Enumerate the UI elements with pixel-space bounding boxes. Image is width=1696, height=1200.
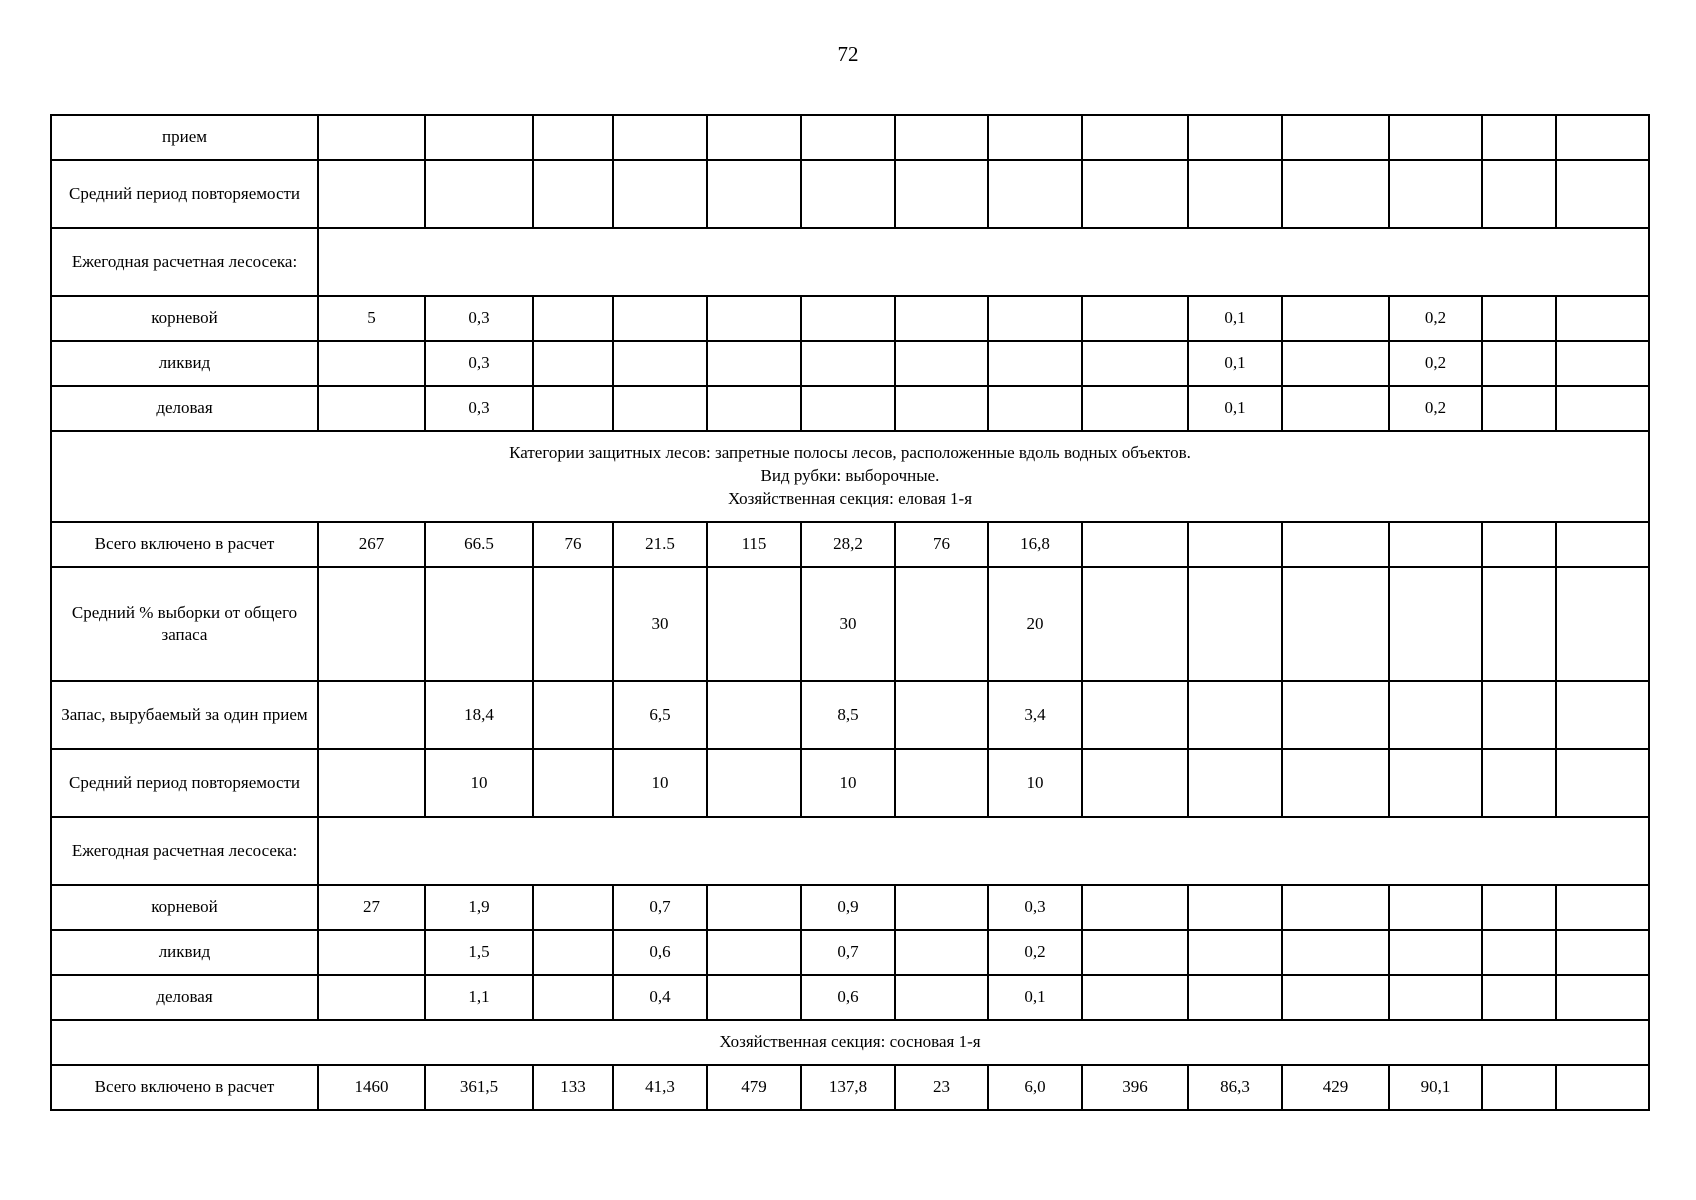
- table-row: [51, 930, 1649, 975]
- data-cell: [1282, 567, 1389, 681]
- data-cell: [613, 386, 707, 431]
- table-row: [51, 296, 1649, 341]
- data-cell: [1082, 930, 1188, 975]
- data-cell: [707, 296, 801, 341]
- data-cell: [1082, 885, 1188, 930]
- section-header-row: [51, 431, 1649, 522]
- data-cell: 0,9: [801, 885, 895, 930]
- data-cell: [895, 567, 988, 681]
- table-row: [51, 115, 1649, 160]
- data-cell: [1482, 975, 1556, 1020]
- table-row: [51, 567, 1649, 681]
- data-cell: [1389, 885, 1482, 930]
- data-cell: 5: [318, 296, 425, 341]
- subheader-row: [51, 817, 1649, 885]
- data-cell: [318, 567, 425, 681]
- data-cell: [1188, 522, 1282, 567]
- data-cell: [1482, 885, 1556, 930]
- row-label-cell: Запас, вырубаемый за один прием: [51, 681, 318, 749]
- data-cell: 0,1: [988, 975, 1082, 1020]
- table-row: [51, 681, 1649, 749]
- row-label-cell: ликвид: [51, 930, 318, 975]
- data-cell: [1188, 975, 1282, 1020]
- data-cell: [533, 885, 613, 930]
- data-cell: [1482, 296, 1556, 341]
- data-cell: [707, 681, 801, 749]
- data-cell: 10: [425, 749, 533, 817]
- data-cell: [895, 341, 988, 386]
- data-cell: [613, 160, 707, 228]
- data-cell: [707, 160, 801, 228]
- data-cell: [613, 341, 707, 386]
- row-label-cell: Средний период повторяемости: [51, 160, 318, 228]
- data-cell: [318, 160, 425, 228]
- table-row: [51, 522, 1649, 567]
- data-cell: [1188, 567, 1282, 681]
- row-label-cell: корневой: [51, 296, 318, 341]
- data-cell: [1556, 160, 1649, 228]
- table-row: [51, 1065, 1649, 1110]
- data-cell: [1482, 522, 1556, 567]
- data-cell: 10: [613, 749, 707, 817]
- data-cell: 20: [988, 567, 1082, 681]
- data-cell: 8,5: [801, 681, 895, 749]
- data-cell: [1082, 115, 1188, 160]
- subheader-row: [51, 228, 1649, 296]
- data-cell: 0,6: [801, 975, 895, 1020]
- data-cell: [1389, 975, 1482, 1020]
- data-cell: 1,1: [425, 975, 533, 1020]
- data-cell: 6,0: [988, 1065, 1082, 1110]
- data-cell: [1188, 115, 1282, 160]
- data-cell: [425, 160, 533, 228]
- table-row: [51, 386, 1649, 431]
- row-label-cell: Ежегодная расчетная лесосека:: [51, 817, 318, 885]
- section-title-line: Хозяйственная секция: еловая 1-я: [727, 488, 973, 508]
- table-row: [51, 160, 1649, 228]
- data-cell: [707, 930, 801, 975]
- data-cell: 361,5: [425, 1065, 533, 1110]
- data-cell: 0,2: [1389, 386, 1482, 431]
- data-cell: [1482, 681, 1556, 749]
- data-cell: [1282, 975, 1389, 1020]
- data-cell: [613, 115, 707, 160]
- data-cell: 10: [801, 749, 895, 817]
- page-number: 72: [837, 42, 859, 66]
- data-cell: [707, 885, 801, 930]
- data-cell: [533, 749, 613, 817]
- data-cell: [1188, 885, 1282, 930]
- data-cell: 0,1: [1188, 341, 1282, 386]
- data-cell: 86,3: [1188, 1065, 1282, 1110]
- data-cell: [425, 115, 533, 160]
- row-label-cell: корневой: [51, 885, 318, 930]
- section-title-line: Категории защитных лесов: запретные полосы лесов, расположенные вдоль водных объектов.: [509, 443, 1191, 463]
- data-cell: [533, 386, 613, 431]
- data-cell: [988, 386, 1082, 431]
- data-cell: [1482, 1065, 1556, 1110]
- data-cell: [801, 115, 895, 160]
- data-cell: [1282, 749, 1389, 817]
- data-cell: [1556, 386, 1649, 431]
- data-cell: 0,4: [613, 975, 707, 1020]
- data-cell: [1482, 160, 1556, 228]
- data-cell: 28,2: [801, 522, 895, 567]
- data-cell: 21.5: [613, 522, 707, 567]
- section-title-line: Вид рубки: выборочные.: [760, 466, 940, 486]
- data-cell: [1082, 522, 1188, 567]
- data-cell: 0,3: [425, 296, 533, 341]
- data-cell: 0,3: [425, 341, 533, 386]
- data-cell: [1082, 296, 1188, 341]
- table-row: [51, 975, 1649, 1020]
- data-cell: [895, 160, 988, 228]
- section-title-line: Хозяйственная секция: сосновая 1-я: [719, 1032, 981, 1052]
- data-cell: 0,2: [988, 930, 1082, 975]
- data-cell: [895, 296, 988, 341]
- data-cell: 0,3: [988, 885, 1082, 930]
- data-cell: [707, 341, 801, 386]
- data-cell: 0,2: [1389, 296, 1482, 341]
- data-cell: [1482, 386, 1556, 431]
- data-cell: [988, 341, 1082, 386]
- data-cell: [318, 681, 425, 749]
- data-cell: 1,5: [425, 930, 533, 975]
- row-label-cell: ликвид: [51, 341, 318, 386]
- data-cell: 0,7: [801, 930, 895, 975]
- data-cell: [1389, 115, 1482, 160]
- data-cell: [1282, 341, 1389, 386]
- data-cell: [895, 885, 988, 930]
- data-cell: 6,5: [613, 681, 707, 749]
- data-cell: [1556, 749, 1649, 817]
- data-cell: 137,8: [801, 1065, 895, 1110]
- data-cell: [1188, 681, 1282, 749]
- data-cell: [707, 749, 801, 817]
- data-cell: 18,4: [425, 681, 533, 749]
- table-row: [51, 885, 1649, 930]
- data-cell: [1389, 522, 1482, 567]
- data-cell: [318, 386, 425, 431]
- data-cell: 0,3: [425, 386, 533, 431]
- data-cell: 396: [1082, 1065, 1188, 1110]
- data-cell: [1082, 341, 1188, 386]
- data-cell: [1282, 296, 1389, 341]
- data-cell: [895, 930, 988, 975]
- data-cell: [1282, 522, 1389, 567]
- data-cell: 27: [318, 885, 425, 930]
- data-cell: [895, 115, 988, 160]
- data-cell: [318, 975, 425, 1020]
- data-cell: [1082, 749, 1188, 817]
- forest-allowable-cut-table: [50, 114, 1650, 1111]
- data-cell: [801, 386, 895, 431]
- data-cell: [707, 567, 801, 681]
- table-row: [51, 749, 1649, 817]
- data-cell: [1482, 341, 1556, 386]
- data-cell: [1082, 681, 1188, 749]
- data-cell: [1482, 930, 1556, 975]
- row-label-cell: Ежегодная расчетная лесосека:: [51, 228, 318, 296]
- data-cell: [1389, 930, 1482, 975]
- data-cell: 41,3: [613, 1065, 707, 1110]
- data-cell: [533, 681, 613, 749]
- data-cell: 0,2: [1389, 341, 1482, 386]
- data-cell: 76: [533, 522, 613, 567]
- data-cell: [533, 160, 613, 228]
- data-cell: [1282, 386, 1389, 431]
- data-cell: [895, 975, 988, 1020]
- data-cell: [1482, 749, 1556, 817]
- data-cell: [533, 567, 613, 681]
- data-cell: 115: [707, 522, 801, 567]
- data-cell: [1389, 160, 1482, 228]
- data-cell: 429: [1282, 1065, 1389, 1110]
- empty-merged-cell: [318, 817, 1649, 885]
- data-cell: [1188, 930, 1282, 975]
- data-cell: [1556, 1065, 1649, 1110]
- data-cell: 267: [318, 522, 425, 567]
- data-cell: 10: [988, 749, 1082, 817]
- data-cell: [318, 749, 425, 817]
- data-cell: [1556, 341, 1649, 386]
- data-cell: [801, 341, 895, 386]
- data-cell: [1082, 386, 1188, 431]
- data-cell: [1082, 160, 1188, 228]
- row-label-cell: Средний период повторяемости: [51, 749, 318, 817]
- data-cell: [801, 160, 895, 228]
- data-cell: [895, 681, 988, 749]
- data-cell: [1556, 115, 1649, 160]
- data-cell: [895, 386, 988, 431]
- data-cell: [707, 115, 801, 160]
- row-label-cell: Средний % выборки от общего запаса: [51, 567, 318, 681]
- data-cell: 23: [895, 1065, 988, 1110]
- data-cell: 30: [801, 567, 895, 681]
- data-cell: [707, 975, 801, 1020]
- data-cell: [1556, 681, 1649, 749]
- data-cell: [1482, 567, 1556, 681]
- data-cell: [613, 296, 707, 341]
- data-cell: [988, 115, 1082, 160]
- data-cell: 3,4: [988, 681, 1082, 749]
- data-cell: [318, 341, 425, 386]
- data-cell: [1482, 115, 1556, 160]
- data-cell: [707, 386, 801, 431]
- data-cell: [1188, 749, 1282, 817]
- data-cell: [1282, 885, 1389, 930]
- section-header-row: [51, 1020, 1649, 1065]
- data-cell: 76: [895, 522, 988, 567]
- data-cell: [1282, 930, 1389, 975]
- data-cell: [1556, 522, 1649, 567]
- data-cell: 1,9: [425, 885, 533, 930]
- data-cell: [1389, 681, 1482, 749]
- empty-merged-cell: [318, 228, 1649, 296]
- data-cell: 0,1: [1188, 296, 1282, 341]
- data-cell: [1188, 160, 1282, 228]
- data-cell: [1389, 749, 1482, 817]
- data-cell: [1556, 975, 1649, 1020]
- data-cell: [895, 749, 988, 817]
- data-cell: [801, 296, 895, 341]
- section-title-cell: [51, 431, 1649, 522]
- data-cell: 133: [533, 1065, 613, 1110]
- data-cell: 0,6: [613, 930, 707, 975]
- data-cell: [1556, 885, 1649, 930]
- data-cell: [533, 341, 613, 386]
- data-cell: [1282, 681, 1389, 749]
- data-cell: [1082, 975, 1188, 1020]
- data-cell: [1556, 567, 1649, 681]
- data-cell: 0,7: [613, 885, 707, 930]
- data-cell: [533, 975, 613, 1020]
- data-cell: [533, 296, 613, 341]
- data-cell: [1282, 160, 1389, 228]
- data-cell: 479: [707, 1065, 801, 1110]
- section-title-cell: [51, 1020, 1649, 1065]
- row-label-cell: Всего включено в расчет: [51, 522, 318, 567]
- data-cell: [988, 296, 1082, 341]
- row-label-cell: деловая: [51, 975, 318, 1020]
- row-label-cell: деловая: [51, 386, 318, 431]
- data-cell: [425, 567, 533, 681]
- data-cell: [318, 115, 425, 160]
- data-cell: [1556, 296, 1649, 341]
- data-cell: [533, 930, 613, 975]
- data-cell: [533, 115, 613, 160]
- row-label-cell: Всего включено в расчет: [51, 1065, 318, 1110]
- data-cell: 1460: [318, 1065, 425, 1110]
- data-cell: [1556, 930, 1649, 975]
- data-cell: [988, 160, 1082, 228]
- data-cell: [1282, 115, 1389, 160]
- data-cell: 90,1: [1389, 1065, 1482, 1110]
- data-cell: 0,1: [1188, 386, 1282, 431]
- data-cell: 16,8: [988, 522, 1082, 567]
- data-cell: [1082, 567, 1188, 681]
- data-cell: 30: [613, 567, 707, 681]
- data-cell: 66.5: [425, 522, 533, 567]
- data-cell: [1389, 567, 1482, 681]
- table-row: [51, 341, 1649, 386]
- row-label-cell: прием: [51, 115, 318, 160]
- data-cell: [318, 930, 425, 975]
